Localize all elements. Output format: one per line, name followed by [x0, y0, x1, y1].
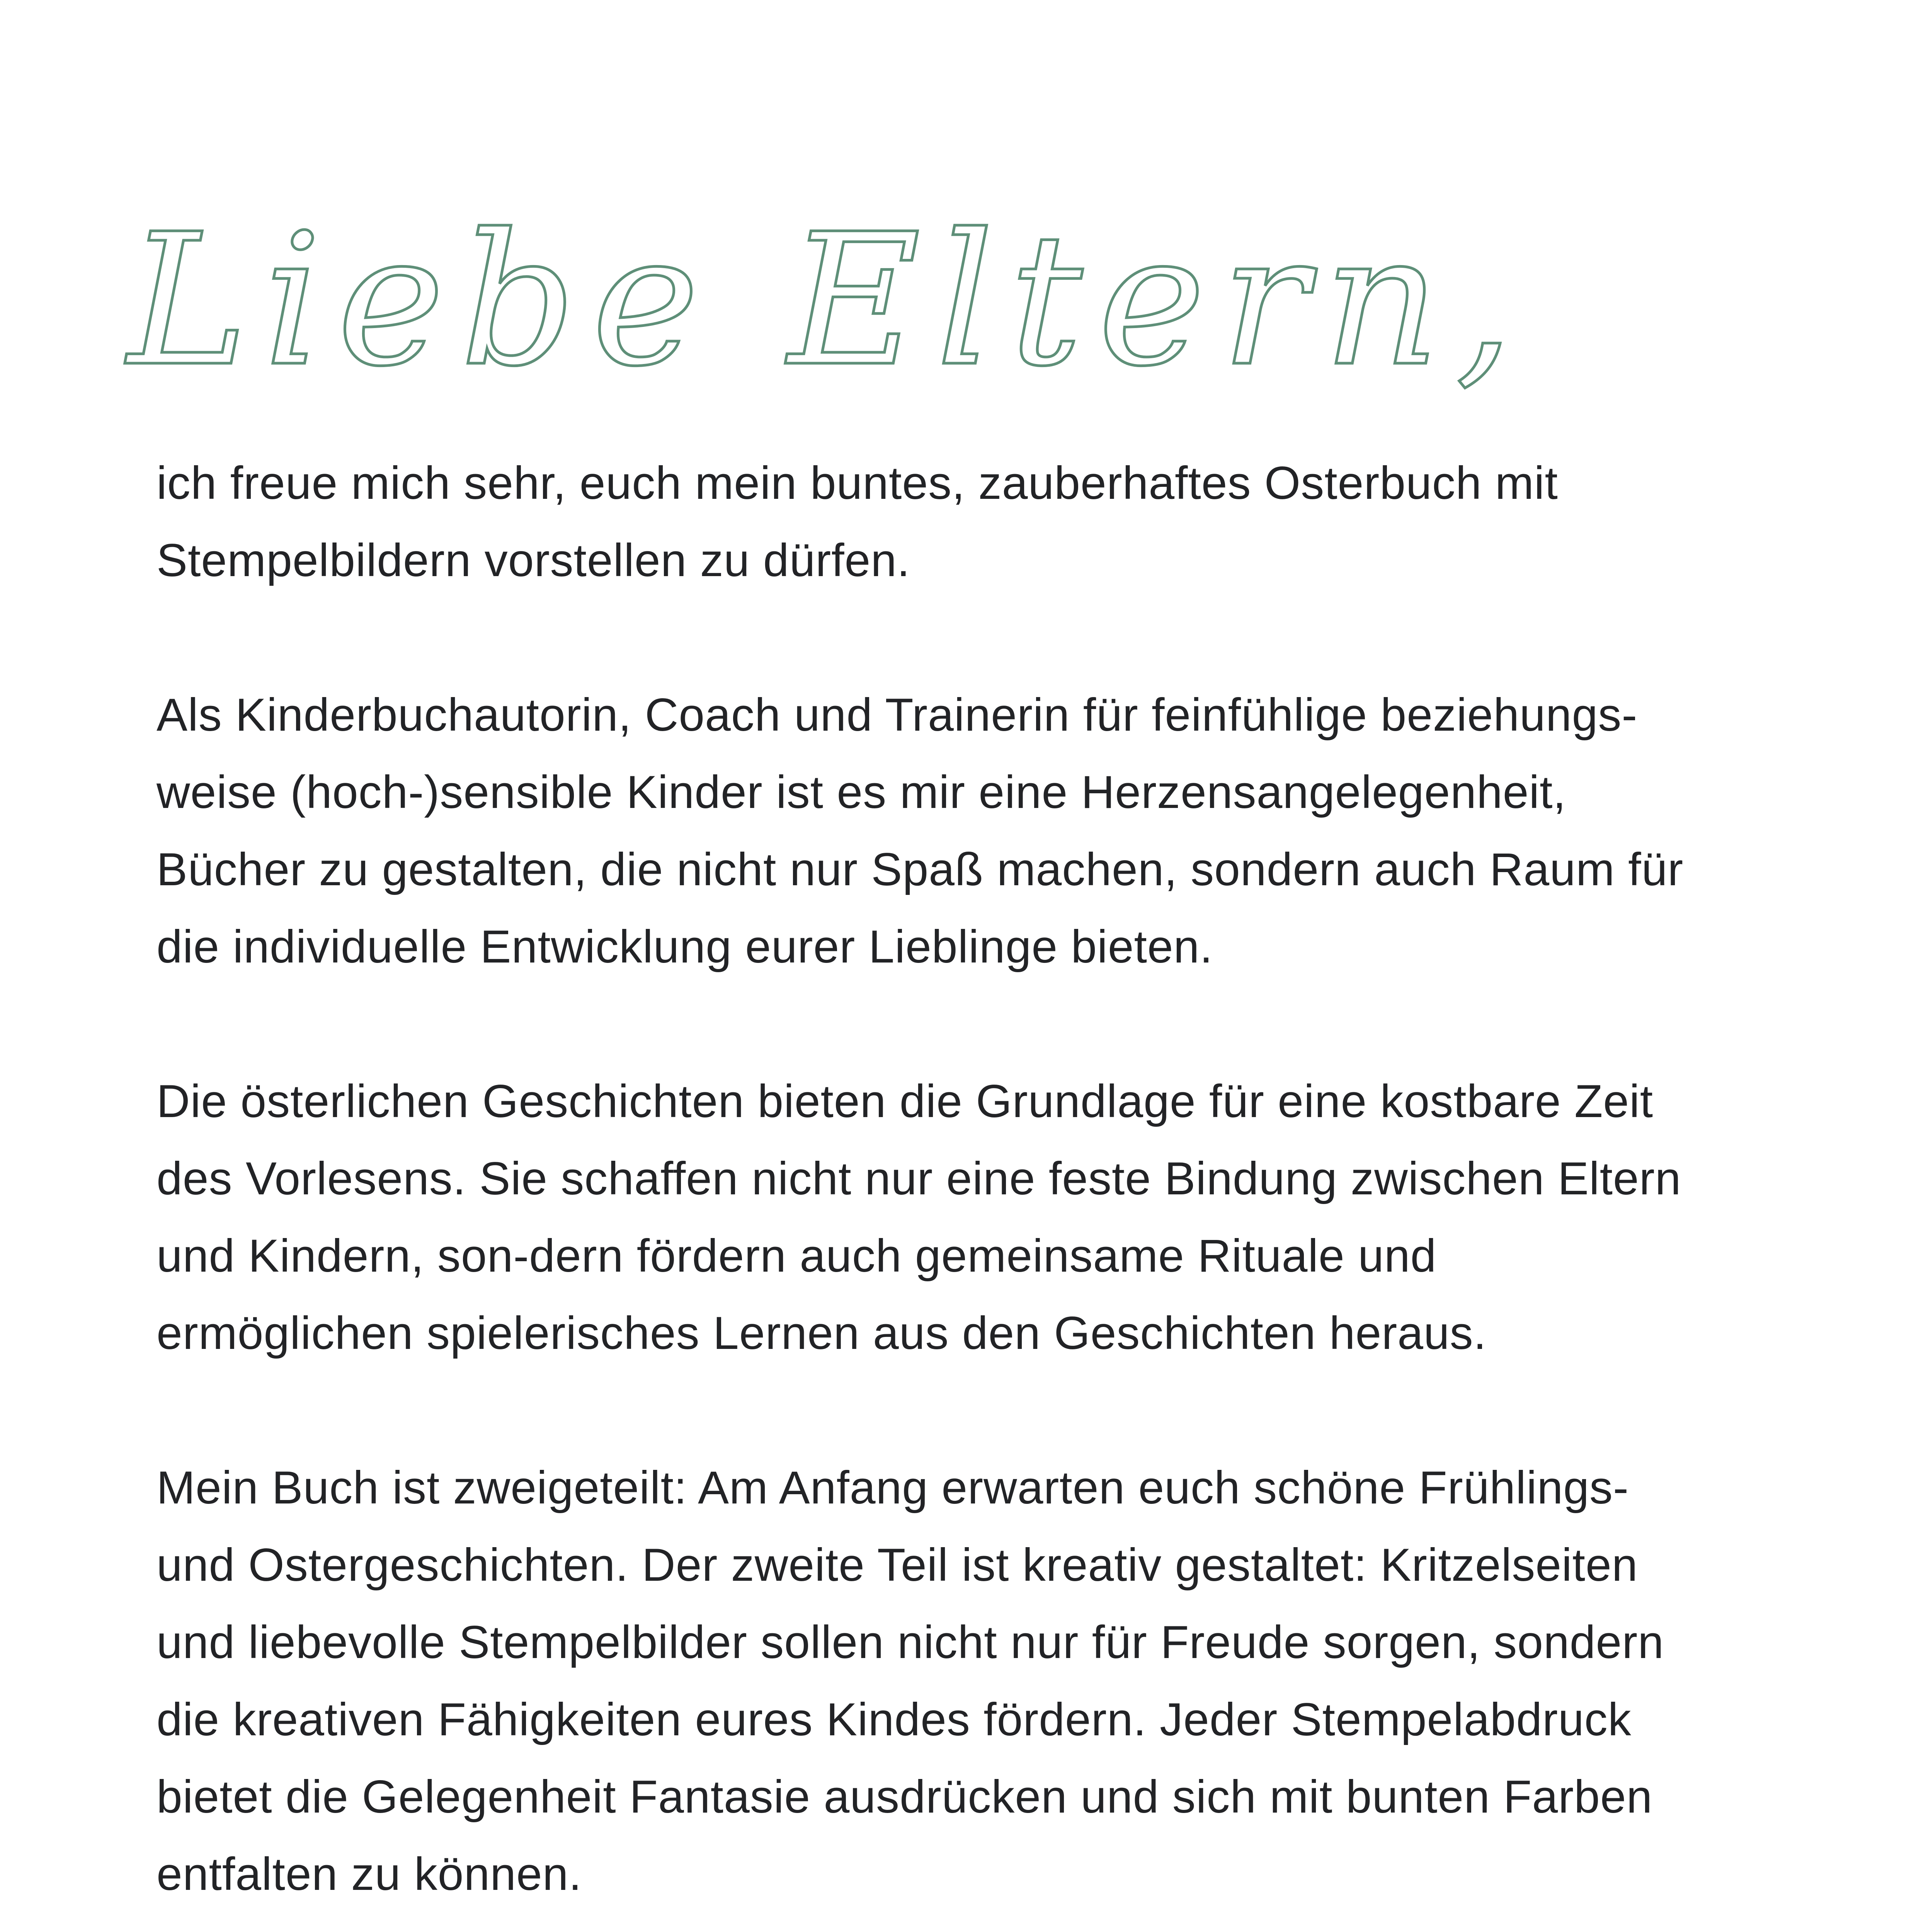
paragraph-stories: Die österlichen Geschichten bieten die Grundlage für eine kostbare Zeit des Vorlesens. Sie schaffen nicht nur eine feste Bindung zwischen Eltern und Kindern, son-dern fördern auch gemeinsame Rituale und ermöglichen spielerisches Lernen aus den Geschichten heraus. — [157, 1075, 1681, 1359]
greeting-text: Liebe Eltern, — [128, 195, 1529, 406]
greeting-script — [128, 195, 1529, 410]
greeting-heading — [128, 195, 1529, 410]
paragraph-book-structure: Mein Buch ist zweigeteilt: Am Anfang erwarten euch schöne Frühlings- und Ostergeschichten. Der zweite Teil ist kreativ gestaltet: Kritzelseiten und liebevolle Stempelbilder sollen nicht nur für Freude sorgen, sondern die kreativen Fähigkeiten eures Kindes fördern. Jeder Stempelabdruck bietet die Gelegenheit Fantasie ausdrücken und sich mit bunten Farben entfalten zu können. — [157, 1462, 1664, 1900]
letter-body — [157, 444, 1799, 1932]
paragraph-intro: ich freue mich sehr, euch mein buntes, zauberhaftes Osterbuch mit Stempelbildern vorstellen zu dürfen. — [157, 457, 1558, 586]
paragraph-author: Als Kinderbuchautorin, Coach und Trainerin für feinfühlige beziehungs- weise (hoch-)sensible Kinder ist es mir eine Herzensangelegenheit, Bücher zu gestalten, die nicht nur Spaß machen, sondern auch Raum für die individuelle Entwicklung eurer Lieblinge bieten. — [157, 689, 1684, 973]
